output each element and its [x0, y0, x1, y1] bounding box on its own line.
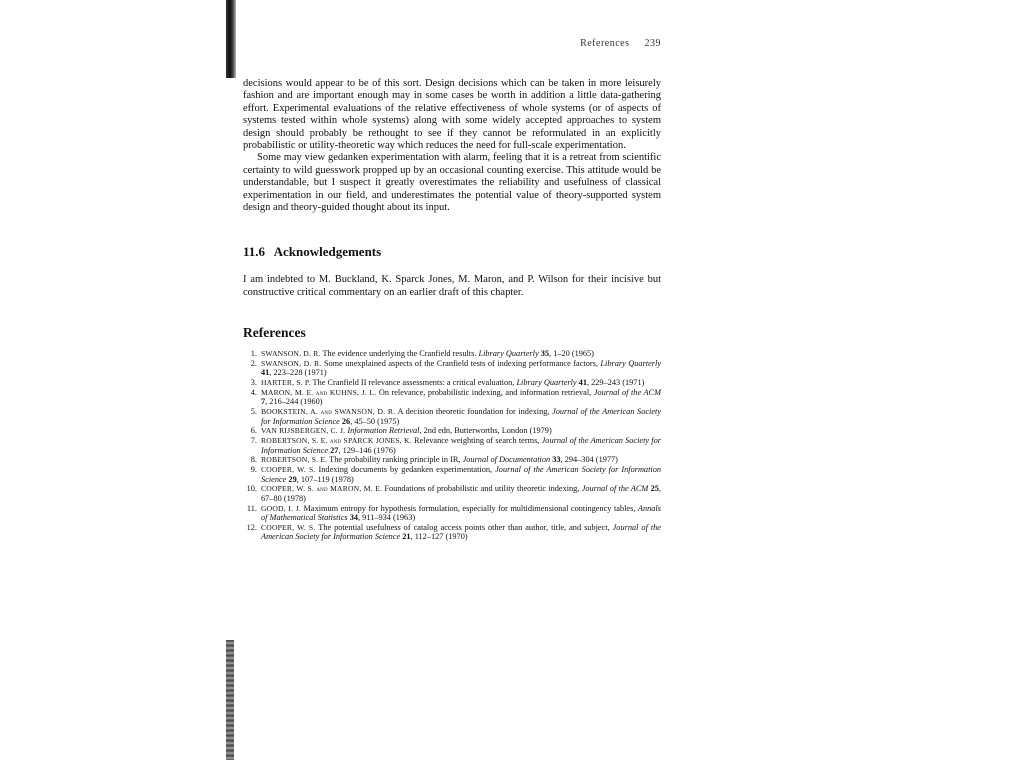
reference-title: Some unexplained aspects of the Cranfield tests of indexing performance factors, — [321, 359, 601, 369]
reference-text — [261, 378, 661, 387]
reference-item — [243, 523, 661, 542]
reference-authors: COOPER, W. S. and MARON, M. E. — [261, 484, 383, 494]
reference-volume: 7 — [261, 397, 266, 407]
reference-authors: GOOD, I. J. — [261, 503, 301, 513]
reference-number: 7. — [250, 436, 257, 446]
running-head-title: References — [580, 38, 630, 49]
reference-text — [261, 436, 661, 455]
reference-details: , 2nd edn, Butterworths, London (1979) — [419, 426, 552, 436]
reference-source: Library Quarterly — [600, 359, 661, 369]
reference-volume: 41 — [261, 368, 270, 378]
reference-number: 4. — [250, 388, 257, 398]
reference-authors: ROBERTSON, S. E. and SPARCK JONES, K. — [261, 436, 412, 446]
reference-item — [243, 388, 661, 407]
reference-authors: ROBERTSON, S. E. — [261, 455, 328, 465]
reference-volume: 26 — [339, 416, 351, 426]
reference-item — [243, 436, 661, 455]
reference-authors: COOPER, W. S. — [261, 465, 316, 475]
reference-number: 3. — [250, 378, 257, 388]
reference-title: Indexing documents by gedanken experimentation, — [315, 465, 496, 475]
reference-title: A decision theoretic foundation for indexing, — [395, 407, 553, 417]
reference-volume: 41 — [576, 378, 587, 388]
reference-authors: HARTER, S. P. — [261, 378, 311, 388]
acknowledgements-text: I am indebted to M. Buckland, K. Sparck Jones, M. Maron, and P. Wilson for their incisive but constructive critical commentary on an earlier draft of this chapter. — [243, 274, 661, 298]
reference-title: The potential usefulness of catalog access points other than author, title, and subject, — [315, 522, 613, 532]
reference-title: Maximum entropy for hypothesis formulation, especially for multidimensional contingency tables, — [301, 503, 638, 513]
book-page — [243, 38, 661, 542]
reference-title: On relevance, probabilistic indexing, and information retrieval, — [376, 388, 594, 398]
body-paragraph-2: Some may view gedanken experimentation with alarm, feeling that it is a retreat from scientific certainty to wild guesswork propped up by an occasional counting exercise. This attitude would be understandable, but I suspect it greatly overestimates the reliability and usefulness of classical experimentation in our field, and underestimates the potential value of theory-supported system design and theory-guided thought about its input. — [243, 152, 661, 214]
reference-text — [261, 465, 661, 484]
reference-title: The Cranfield II relevance assessments: a critical evaluation, — [310, 378, 517, 388]
reference-number: 12. — [246, 522, 257, 532]
reference-authors: SWANSON, D. R. — [261, 349, 321, 359]
reference-authors: COOPER, W. S. — [261, 522, 316, 532]
reference-source: Library Quarterly — [516, 378, 577, 388]
reference-details: , 1–20 (1965) — [549, 349, 594, 359]
reference-text — [261, 349, 661, 358]
reference-volume: 33 — [550, 455, 561, 465]
reference-authors: VAN RIJSBERGEN, C. J. — [261, 426, 346, 436]
reference-number: 11. — [246, 503, 257, 513]
reference-authors: MARON, M. E. and KUHNS, J. L. — [261, 388, 377, 398]
reference-item — [243, 407, 661, 426]
reference-number: 9. — [250, 465, 257, 475]
reference-details: , 223–228 (1971) — [269, 368, 327, 378]
reference-text — [261, 523, 661, 542]
section-heading — [243, 244, 661, 260]
reference-details: , 216–244 (1960) — [265, 397, 323, 407]
reference-source: Journal of the American Society for Information Science — [261, 436, 661, 455]
reference-title: Foundations of probabilistic and utility theoretic indexing, — [382, 484, 582, 494]
reference-details: , 294–304 (1977) — [560, 455, 618, 465]
reference-source: Journal of the ACM — [593, 388, 661, 398]
reference-details: , 45–50 (1975) — [350, 416, 400, 426]
section-title: Acknowledgements — [273, 244, 382, 260]
reference-source: Journal of the American Society for Information Science — [261, 522, 661, 542]
reference-text — [261, 388, 661, 407]
reference-volume: 29 — [286, 474, 297, 484]
reference-details: , 229–243 (1971) — [586, 378, 645, 388]
reference-source: Journal of the American Society for Information Science — [261, 465, 661, 484]
body-paragraph-1: decisions would appear to be of this sort. Design decisions which can be taken in more leisurely fashion and are important enough may in some cases be worth in addition a little data-gathering effort. Experimental evaluations of the relative effectiveness of whole systems (or of aspects of systems tested within whole systems) along with some widely accepted approaches to system design should probably be rethought to see if they cannot be reformulated in an explicitly probabilistic or utility-theoretic way which reduces the need for full-scale experimentation. — [243, 78, 661, 152]
reference-item — [243, 484, 661, 503]
reference-text — [261, 504, 661, 523]
reference-volume: 35 — [538, 349, 549, 359]
scan-edge-top — [226, 0, 236, 78]
reference-source: Journal of the American Society for Information Science — [261, 407, 661, 426]
reference-title: The evidence underlying the Cranfield results. — [320, 349, 479, 359]
reference-details: , 911–934 (1963) — [358, 513, 416, 523]
reference-volume: 34 — [347, 513, 359, 523]
reference-title: Relevance weighting of search terms, — [411, 436, 542, 446]
reference-volume: 25 — [648, 484, 659, 494]
page-number: 239 — [644, 38, 661, 49]
reference-volume: 21 — [400, 532, 411, 542]
reference-item — [243, 455, 661, 464]
references-heading: References — [243, 325, 306, 341]
reference-item — [243, 349, 661, 358]
reference-item — [243, 465, 661, 484]
reference-text — [261, 484, 661, 503]
reference-details: , 107–119 (1978) — [296, 474, 354, 484]
reference-source: Information Retrieval — [347, 426, 420, 436]
reference-details: , 129–146 (1976) — [338, 445, 396, 455]
reference-number: 8. — [250, 455, 257, 465]
reference-item — [243, 378, 661, 387]
reference-text — [261, 455, 661, 464]
reference-item — [243, 504, 661, 523]
reference-number: 5. — [250, 407, 257, 417]
reference-list — [243, 349, 661, 541]
reference-details: , 112–127 (1970) — [410, 532, 468, 542]
reference-authors: SWANSON, D. R. — [261, 359, 322, 369]
reference-authors: BOOKSTEIN, A. and SWANSON, D. R. — [261, 407, 396, 417]
reference-source: Annals of Mathematical Statistics — [261, 503, 661, 523]
scan-edge-bottom — [226, 640, 234, 760]
reference-text — [261, 407, 661, 426]
reference-volume: 27 — [328, 445, 339, 455]
running-head — [243, 38, 661, 54]
reference-number: 6. — [250, 426, 257, 436]
reference-item — [243, 359, 661, 378]
section-number: 11.6 — [243, 244, 266, 260]
reference-source: Journal of Documentation — [462, 455, 551, 465]
reference-text — [261, 426, 661, 435]
reference-number: 10. — [246, 484, 257, 494]
reference-text — [261, 359, 661, 378]
reference-item — [243, 426, 661, 435]
reference-number: 2. — [250, 359, 257, 369]
reference-source: Journal of the ACM — [581, 484, 649, 494]
reference-details: , 67–80 (1978) — [261, 484, 661, 503]
reference-title: The probability ranking principle in IR, — [327, 455, 463, 465]
reference-number: 1. — [250, 349, 257, 359]
reference-source: Library Quarterly — [478, 349, 539, 359]
